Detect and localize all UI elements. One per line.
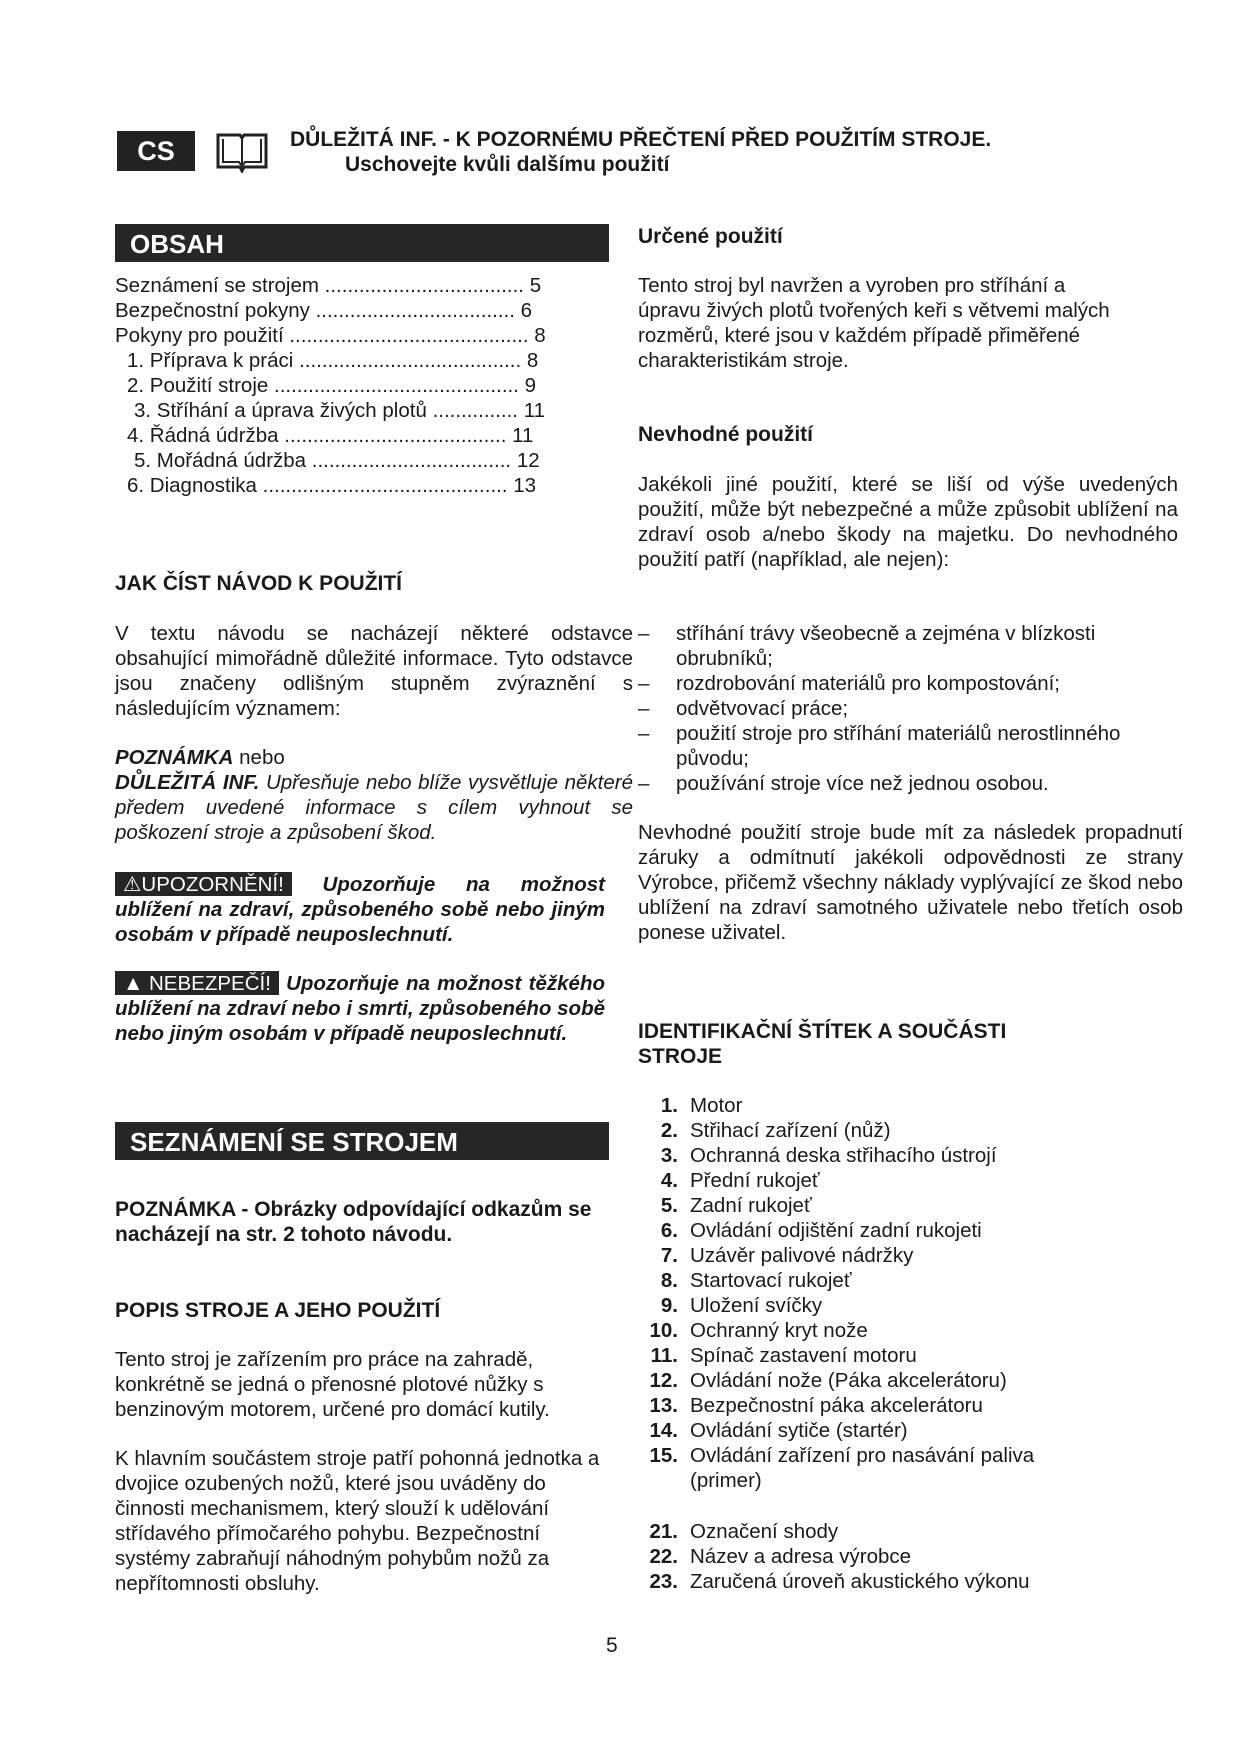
page-number: 5: [606, 1634, 618, 1657]
list-item: 11. Spínač zastavení motoru: [650, 1344, 917, 1367]
toc-item[interactable]: 6. Diagnostika ........................................... 13: [127, 474, 537, 497]
list-item: 7. Uzávěr palivové nádržky: [660, 1244, 914, 1267]
toc-item[interactable]: 1. Příprava k práci ....................................... 8: [127, 349, 539, 372]
toc-item[interactable]: 2. Použití stroje ........................................... 9: [127, 374, 537, 397]
list-item: 5. Zadní rukojeť: [660, 1194, 812, 1217]
header-subtitle: Uschovejte kvůli dalšímu použití: [345, 153, 670, 176]
description-heading: POPIS STROJE A JEHO POUŽITÍ: [115, 1299, 441, 1322]
list-item: – používání stroje více než jednou osobou.: [638, 772, 1049, 795]
how-to-read-text: V textu návodu se nacházejí některé odstavce obsahující mimořádně důležité informace. Tyto odstavce jsou značeny odlišným stupněm zvýraznění s následujícím významem:: [115, 622, 633, 720]
danger-block: ▲ NEBEZPEČÍ! Upozorňuje na možnost těžkého ublížení na zdraví nebo i smrti, způsobeného sobě nebo jiným osobám v případě neuposlechnutí.: [115, 972, 605, 1045]
warning-badge: ⚠UPOZORNĚNÍ!: [115, 872, 292, 896]
list-item: 6. Ovládání odjištění zadní rukojeti: [660, 1219, 982, 1242]
danger-badge: ▲ NEBEZPEČÍ!: [115, 971, 279, 995]
list-item: 4. Přední rukojeť: [660, 1169, 820, 1192]
intro-section-title: SEZNÁMENÍ SE STROJEM: [115, 1122, 609, 1160]
list-item: 10. Ochranný kryt nože: [649, 1319, 868, 1342]
important-label: DŮLEŽITÁ INF.: [115, 771, 260, 794]
intended-use-heading: Určené použití: [638, 225, 783, 248]
intended-use-text: Tento stroj byl navržen a vyroben pro stříhání a úpravu živých plotů tvořených keři s větvemi malých rozměrů, které jsou v každém případě přiměřené charakteristikám stroje.: [638, 274, 1110, 372]
manual-book-icon: [214, 129, 270, 173]
header-title: DŮLEŽITÁ INF. - K POZORNÉMU PŘEČTENÍ PŘED POUŽITÍM STROJE.: [290, 128, 992, 151]
list-item: 23. Zaručená úroveň akustického výkonu: [649, 1570, 1030, 1593]
list-item: 12. Ovládání nože (Páka akcelerátoru): [649, 1369, 1007, 1392]
list-item: 3. Ochranná deska střihacího ústrojí: [660, 1144, 997, 1167]
list-item: 1. Motor: [660, 1094, 743, 1117]
warning-triangle-icon: ▲: [123, 972, 144, 995]
how-to-read-heading: JAK ČÍST NÁVOD K POUŽITÍ: [115, 572, 403, 595]
table-of-contents: [115, 273, 615, 503]
toc-item[interactable]: Bezpečnostní pokyny ................................... 6: [115, 299, 533, 322]
consequence-text: Nevhodné použití stroje bude mít za následek propadnutí záruky a odmítnutí jakékoli odpovědnosti ze strany Výrobce, přičemž všechny náklady vyplývající ze škod nebo ublížení na zdraví samotného uživatele nebo třetích osob ponese uživatel.: [638, 821, 1183, 944]
list-item: 15. Ovládání zařízení pro nasávání paliva (primer): [649, 1444, 1035, 1492]
description-paragraph-1: Tento stroj je zařízením pro práce na zahradě, konkrétně se jedná o přenosné plotové nůžky s benzinovým motorem, určené pro domácí kutily.: [115, 1348, 550, 1421]
note-label: POZNÁMKA: [115, 746, 234, 769]
list-item: 2. Střihací zařízení (nůž): [660, 1119, 891, 1142]
toc-item[interactable]: 4. Řádná údržba ....................................... 11: [127, 424, 534, 447]
list-item: – rozdrobování materiálů pro kompostování;: [638, 672, 1061, 695]
identification-heading: IDENTIFIKAČNÍ ŠTÍTEK A SOUČÁSTI STROJE: [638, 1020, 1007, 1068]
toc-item[interactable]: Seznámení se strojem ................................... 5: [115, 274, 542, 297]
list-item: 22. Název a adresa výrobce: [649, 1545, 912, 1568]
improper-use-heading: Nevhodné použití: [638, 423, 813, 446]
toc-item[interactable]: 5. Mořádná údržba ................................... 12: [134, 449, 540, 472]
contents-title: OBSAH: [115, 224, 609, 262]
list-item: 14. Ovládání sytiče (startér): [649, 1419, 908, 1442]
description-paragraph-2: K hlavním součástem stroje patří pohonná jednotka a dvojice ozubených nožů, které jsou uváděny do činnosti mechanismem, který slouží k udělování střídavého přímočarého pohybu. Bezpečnostní systémy zabraňují náhodným pohybům nožů za nepřítomnosti obsluhy.: [115, 1447, 600, 1595]
list-item: – stříhání trávy všeobecně a zejména v blízkosti obrubníků;: [638, 622, 1096, 670]
list-item: 9. Uložení svíčky: [660, 1294, 823, 1317]
components-list: [638, 1093, 1158, 1493]
language-badge: CS: [117, 131, 195, 171]
toc-item[interactable]: 3. Stříhání a úprava živých plotů ............... 11: [134, 399, 545, 422]
plate-items-list: [638, 1519, 1158, 1594]
list-item: 8. Startovací rukojeť: [660, 1269, 852, 1292]
improper-use-list: [638, 621, 1158, 796]
warning-triangle-icon: ⚠: [123, 873, 142, 896]
list-item: – použití stroje pro stříhání materiálů nerostlinného původu;: [638, 722, 1121, 770]
toc-item[interactable]: Pokyny pro použití .......................................... 8: [115, 324, 546, 347]
note-important-block: POZNÁMKA nebo DŮLEŽITÁ INF. Upřesňuje nebo blíže vysvětluje některé předem uvedené informace s cílem vyhnout se poškození stroje a způsobení škod.: [115, 746, 633, 844]
list-item: – odvětvovací práce;: [638, 697, 849, 720]
figures-note: POZNÁMKA - Obrázky odpovídající odkazům se nacházejí na str. 2 tohoto návodu.: [115, 1198, 592, 1246]
list-item: 13. Bezpečnostní páka akcelerátoru: [649, 1394, 983, 1417]
list-item: 21. Označení shody: [649, 1520, 839, 1543]
warning-block: ⚠UPOZORNĚNÍ! Upozorňuje na možnost ublížení na zdraví, způsobeného sobě nebo jiným osobám v případě neuposlechnutí.: [115, 873, 605, 946]
improper-use-text: Jakékoli jiné použití, které se liší od výše uvedených použití, může být nebezpečné a může způsobit ublížení na zdraví osob a/nebo škody na majetku. Do nevhodného použití patří (například, ale nejen):: [638, 473, 1178, 571]
